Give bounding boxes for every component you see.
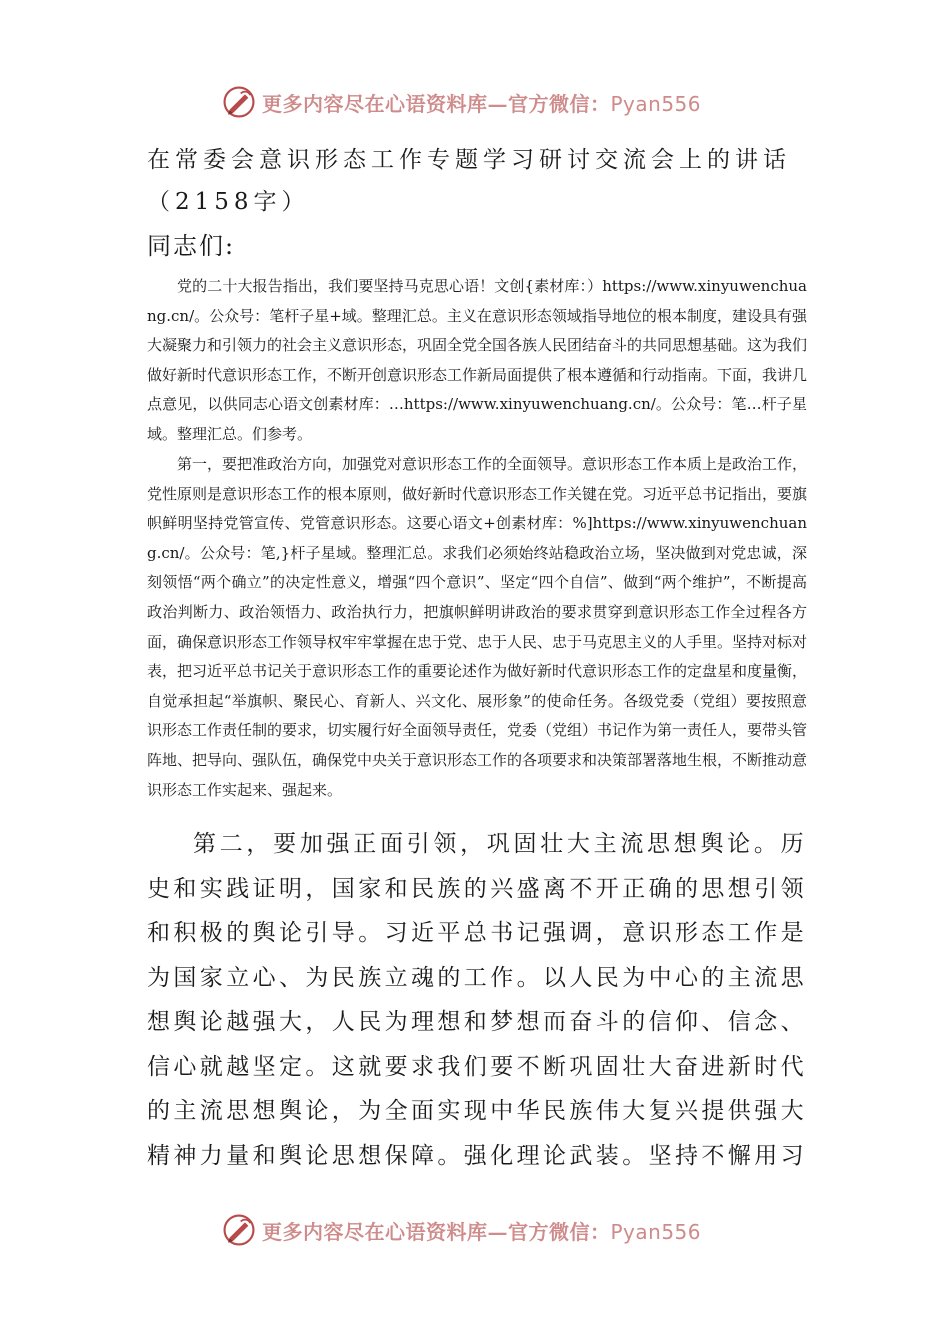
footer-banner [222, 1212, 701, 1248]
writing-hand-logo-icon [222, 85, 256, 119]
paragraph-intro: 党的二十大报告指出，我们要坚持马克思心语！文创{素材库：）https://www.xinyuwenchuang.cn/。公众号：笔杆子星+域。整理汇总。主义在意识形态领域指导地位的根本制度，建设具有强大凝聚力和引领力的社会主义意识形态，巩固全党全国各族人民团结奋斗的共同思想基础。这为我们做好新时代意识形态工作，不断开创意识形态工作新局面提供了根本遵循和行动指南。下面，我讲几点意见，以供同志心语文创素材库：…https://www.xinyuwenchuang.cn/。公众号：笔…杆子星域。整理汇总。们参考。 [147, 277, 808, 443]
footer-banner-label: 官方微信： [508, 1219, 611, 1244]
banner-dash: — [487, 91, 508, 116]
paragraph-first-point: 第一，要把准政治方向，加强党对意识形态工作的全面领导。意识形态工作本质上是政治工作，党性原则是意识形态工作的根本原则，做好新时代意识形态工作关键在党。习近平总书记指出，要旗帜鲜明坚持党管宣传、党管意识形态。这要心语文+创素材库：%]https://www.xinyuwenchuang.cn/。公众号：笔,}杆子星域。整理汇总。求我们必须始终站稳政治立场，坚决做到对党忠诚，深刻领悟“两个确立”的决定性意义，增强“四个意识”、坚定“四个自信”、做到“两个维护”，不断提高政治判断力、政治领悟力、政治执行力，把旗帜鲜明讲政治的要求贯穿到意识形态工作全过程各方面，确保意识形态工作领导权牢牢掌握在忠于党、忠于人民、忠于马克思主义的人手里。坚持对标对表，把习近平总书记关于意识形态工作的重要论述作为做好新时代意识形态工作的定盘星和度量衡，自觉承担起“举旗帜、聚民心、育新人、兴文化、展形象”的使命任务。各级党委（党组）要按照意识形态工作责任制的要求，切实履行好全面领导责任，党委（党组）书记作为第一责任人，要带头管阵地、把导向、强队伍，确保党中央关于意识形态工作的各项要求和决策部署落地生根，不断推动意识形态工作实起来、强起来。 [147, 455, 808, 799]
document-title: 在常委会意识形态工作专题学习研讨交流会上的讲话 [147, 147, 791, 173]
banner-label: 官方微信： [508, 91, 611, 116]
document-word-count: （2158字） [147, 189, 310, 215]
footer-banner-dash: — [487, 1219, 508, 1244]
banner-wechat-id: Pyan556 [610, 91, 702, 116]
greeting: 同志们: [147, 232, 236, 260]
writing-hand-logo-icon [222, 1213, 256, 1247]
header-banner [222, 84, 701, 120]
footer-banner-wechat-id: Pyan556 [610, 1219, 702, 1244]
banner-main-text: 更多内容尽在心语资料库 [262, 91, 488, 116]
paragraph-second-point: 第二，要加强正面引领，巩固壮大主流思想舆论。历史和实践证明，国家和民族的兴盛离不开正确的思想引领和积极的舆论引导。习近平总书记强调，意识形态工作是为国家立心、为民族立魂的工作。以人民为中心的主流思想舆论越强大，人民为理想和梦想而奋斗的信仰、信念、信心就越坚定。这就要求我们要不断巩固壮大奋进新时代的主流思想舆论，为全面实现中华民族伟大复兴提供强大精神力量和舆论思想保障。强化理论武装。坚持不懈用习 [147, 831, 807, 1169]
footer-banner-main-text: 更多内容尽在心语资料库 [262, 1219, 488, 1244]
